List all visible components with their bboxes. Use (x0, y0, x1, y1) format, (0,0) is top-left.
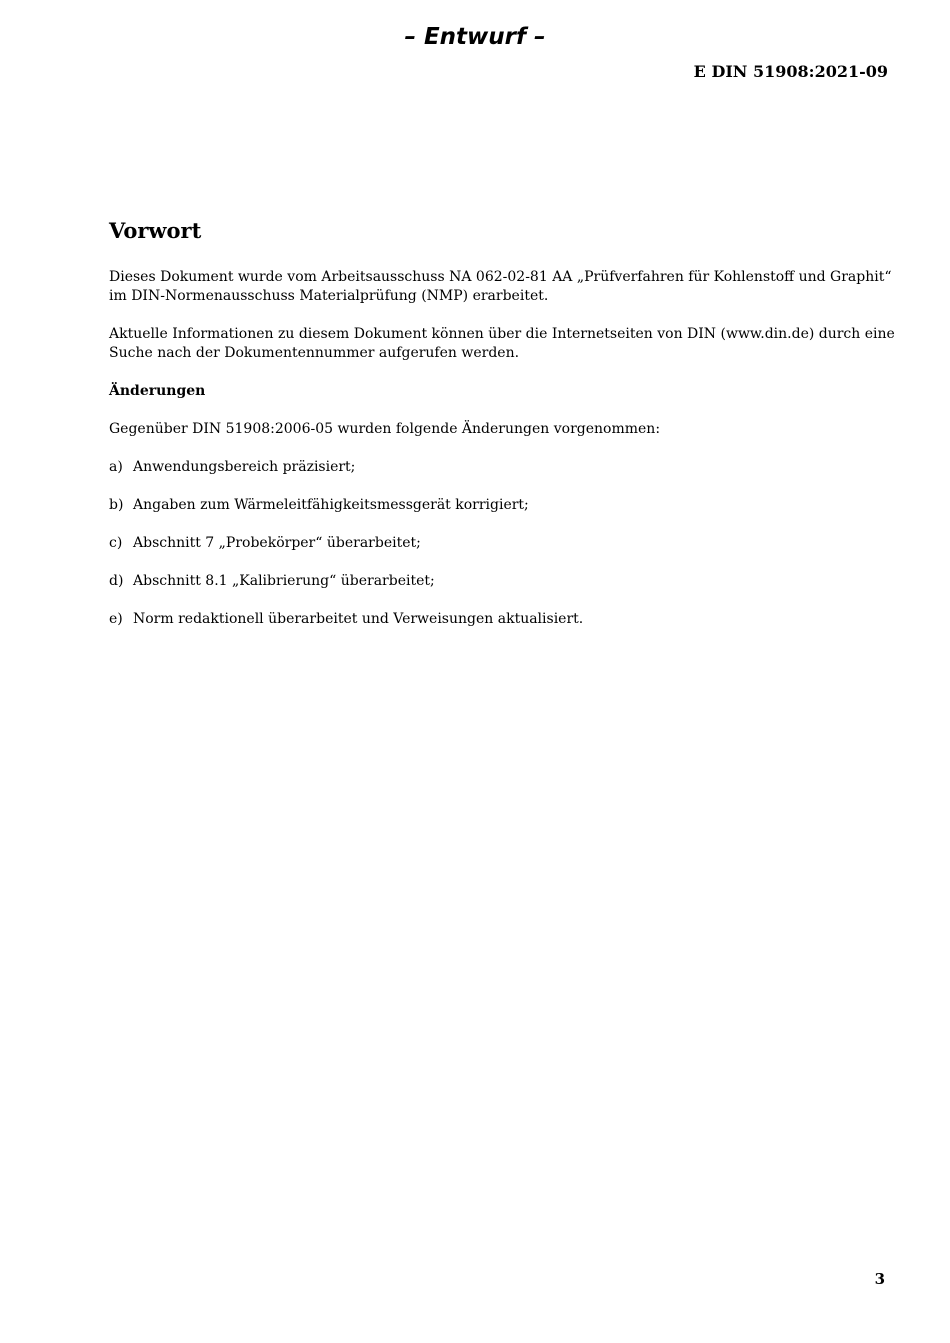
foreword-paragraph-1: Dieses Dokument wurde vom Arbeitsausschuss NA 062-02-81 AA „Prüfverfahren für Kohlenstoff und Graphit“ im DIN-Normenausschuss Materialprüfung (NMP) erarbeitet. (109, 269, 892, 304)
changes-heading: Änderungen (109, 383, 206, 399)
list-item-marker: d) (109, 573, 124, 589)
changes-intro: Gegenüber DIN 51908:2006-05 wurden folgende Änderungen vorgenommen: (109, 421, 661, 437)
list-item-text: Angaben zum Wärmeleitfähigkeitsmessgerät korrigiert; (133, 497, 529, 513)
list-item (109, 572, 899, 591)
draft-watermark-title: – Entwurf – (404, 24, 546, 50)
document-body (109, 216, 899, 648)
list-item (109, 534, 899, 553)
foreword-heading: Vorwort (109, 218, 202, 243)
page-number: 3 (874, 1270, 885, 1288)
list-item-marker: c) (109, 535, 123, 551)
list-item-text: Anwendungsbereich präzisiert; (133, 459, 356, 475)
list-item-marker: a) (109, 459, 123, 475)
changes-list (109, 458, 899, 629)
foreword-paragraph-2: Aktuelle Informationen zu diesem Dokument können über die Internetseiten von DIN (www.din.de) durch eine Suche nach der Dokumentennummer aufgerufen werden. (109, 326, 895, 361)
list-item-marker: b) (109, 497, 124, 513)
list-item (109, 458, 899, 477)
list-item (109, 610, 899, 629)
list-item (109, 496, 899, 515)
list-item-text: Abschnitt 7 „Probekörper“ überarbeitet; (133, 535, 421, 551)
list-item-text: Norm redaktionell überarbeitet und Verweisungen aktualisiert. (133, 611, 584, 627)
list-item-marker: e) (109, 611, 123, 627)
list-item-text: Abschnitt 8.1 „Kalibrierung“ überarbeitet; (133, 573, 435, 589)
document-id: E DIN 51908:2021-09 (693, 62, 888, 81)
